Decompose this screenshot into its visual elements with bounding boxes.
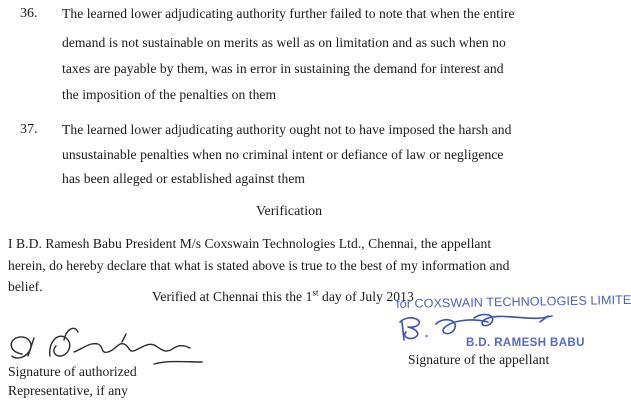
verification-line-1: I B.D. Ramesh Babu President M/s Coxswain Technologies Ltd., Chennai, the appellant (8, 236, 492, 251)
paragraph-37-line-1: The learned lower adjudicating authority ought not to have imposed the harsh and (62, 122, 512, 137)
representative-signature-label-1: Signature of authorized (8, 364, 137, 379)
paragraph-37-line-2: unsustainable penalties when no criminal intent or defiance of law or negligence (62, 147, 504, 162)
verification-heading: Verification (256, 204, 323, 219)
paragraph-36-line-2: demand is not sustainable on merits as well as on limitation and as such when no (62, 35, 506, 50)
paragraph-37-line-3: has been alleged or established against them (62, 171, 306, 186)
company-stamp: for COXSWAIN TECHNOLOGIES LIMITE (396, 292, 631, 311)
verified-date-prefix: Verified at Chennai this the 1 (152, 289, 313, 304)
paragraph-36-line-3: taxes are payable by them, was in error in sustaining the demand for interest and (62, 61, 504, 76)
paragraph-36-line-4: the imposition of the penalties on them (62, 87, 277, 102)
verified-date-suffix: day of July 2013 (318, 289, 414, 304)
verified-date-line (152, 289, 414, 305)
paragraph-number-37: 37. (20, 122, 38, 137)
paragraph-36-line-1: The learned lower adjudicating authority further failed to note that when the entire (62, 6, 515, 21)
stamp-name: B.D. RAMESH BABU (466, 337, 585, 349)
appellant-signature-label: Signature of the appellant (408, 352, 550, 367)
verified-date-ordinal: st (312, 287, 319, 298)
paragraph-number-36: 36. (20, 6, 38, 21)
verification-line-2: herein, do hereby declare that what is stated above is true to the best of my information and (8, 258, 510, 273)
representative-signature-label-2: Representative, if any (8, 383, 128, 398)
verification-line-3: belief. (8, 279, 43, 294)
